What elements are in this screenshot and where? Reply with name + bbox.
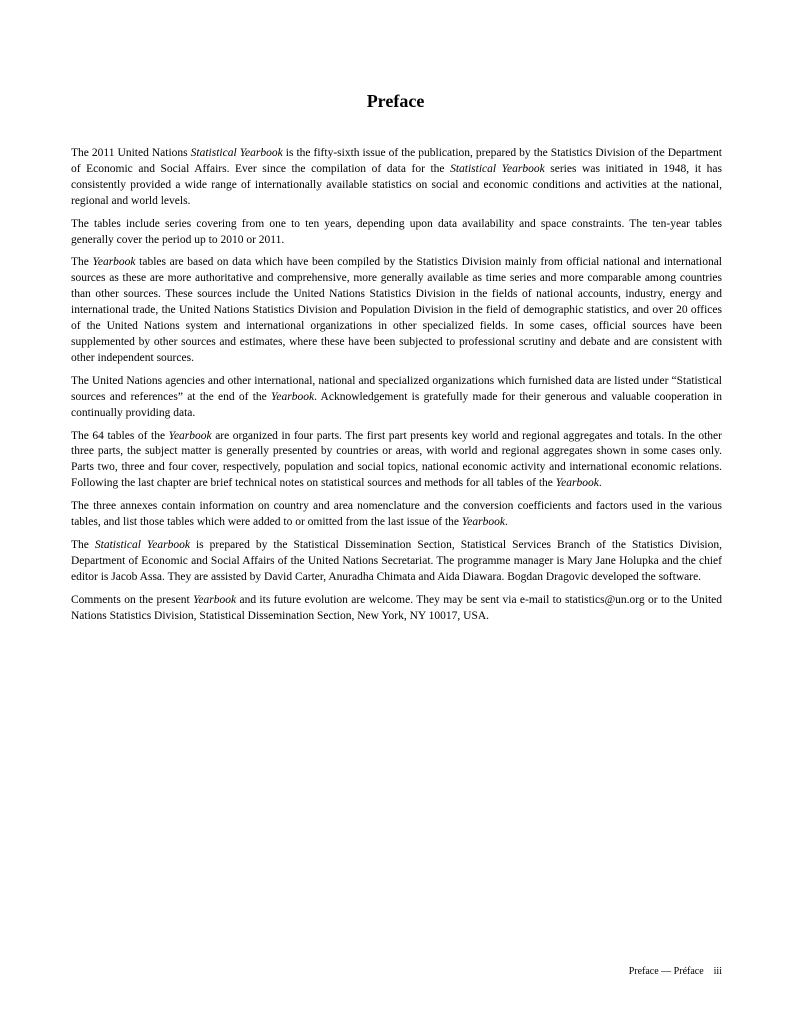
paragraph-annexes: The three annexes contain information on country and area nomenclature and the conversion coefficients and factors used in the various tables, and list those tables which were added to or omitted from the last issue of the Yearbook. [71, 500, 722, 529]
paragraph-introduction: The 2011 United Nations Statistical Yearbook is the fifty-sixth issue of the publication, prepared by the Statistics Division of the Department of Economic and Social Affairs. Ever since the compilation of data for the Statistical Yearbook series was initiated in 1948, it has consistently provided a wide range of internationally available statistics on social and economic conditions and activities at the national, regional and world levels. [71, 147, 722, 207]
page-title: Preface [366, 91, 425, 111]
paragraph-acknowledgement: The United Nations agencies and other international, national and specialized organizations which furnished data are listed under “Statistical sources and references” at the end of the Yearbook. Acknowledgement is gratefully made for their generous and valuable cooperation in continually providing data. [71, 374, 722, 419]
running-title: Preface — Préface [628, 966, 704, 977]
page-number: iii [713, 966, 722, 977]
preface-body [71, 146, 722, 631]
page-footer [629, 965, 722, 979]
paragraph-organization: The 64 tables of the Yearbook are organized in four parts. The first part presents key world and regional aggregates and totals. In the other three parts, the subject matter is generally presented by countries or areas, with world and regional aggregates shown in some cases only. Parts two, three and four cover, respectively, population and social topics, national economic activity and international economic relations. Following the last chapter are brief technical notes on statistical sources and methods for all tables of the Yearbook. [71, 429, 722, 490]
paragraph-staff: The Statistical Yearbook is prepared by the Statistical Dissemination Section, Statistical Services Branch of the Statistics Division, Department of Economic and Social Affairs of the United Nations Secretariat. The programme manager is Mary Jane Holupka and the chief editor is Jacob Assa. They are assisted by David Carter, Anuradha Chimata and Aida Diawara. Bogdan Dragovic developed the software. [71, 538, 722, 583]
paragraph-table-coverage: The tables include series covering from one to ten years, depending upon data availability and space constraints. The ten-year tables generally cover the period up to 2010 or 2011. [71, 217, 722, 246]
paragraph-comments: Comments on the present Yearbook and its future evolution are welcome. They may be sent via e-mail to statistics@un.org or to the United Nations Statistics Division, Statistical Dissemination Section, New York, NY 10017, USA. [71, 593, 723, 622]
paragraph-data-sources: The Yearbook tables are based on data which have been compiled by the Statistics Division mainly from official national and international sources as these are more authoritative and comprehensive, more generally available as time series and more comparable among countries than other sources. These sources include the United Nations Statistics Division in the fields of national accounts, industry, energy and international trade, the United Nations Statistics Division and Population Division in the field of demographic statistics, and over 20 offices of the United Nations system and international organizations in other specialized fields. In some cases, official sources have been supplemented by other sources and estimates, where these have been subjected to professional scrutiny and debate and are consistent with other independent sources. [71, 256, 722, 364]
